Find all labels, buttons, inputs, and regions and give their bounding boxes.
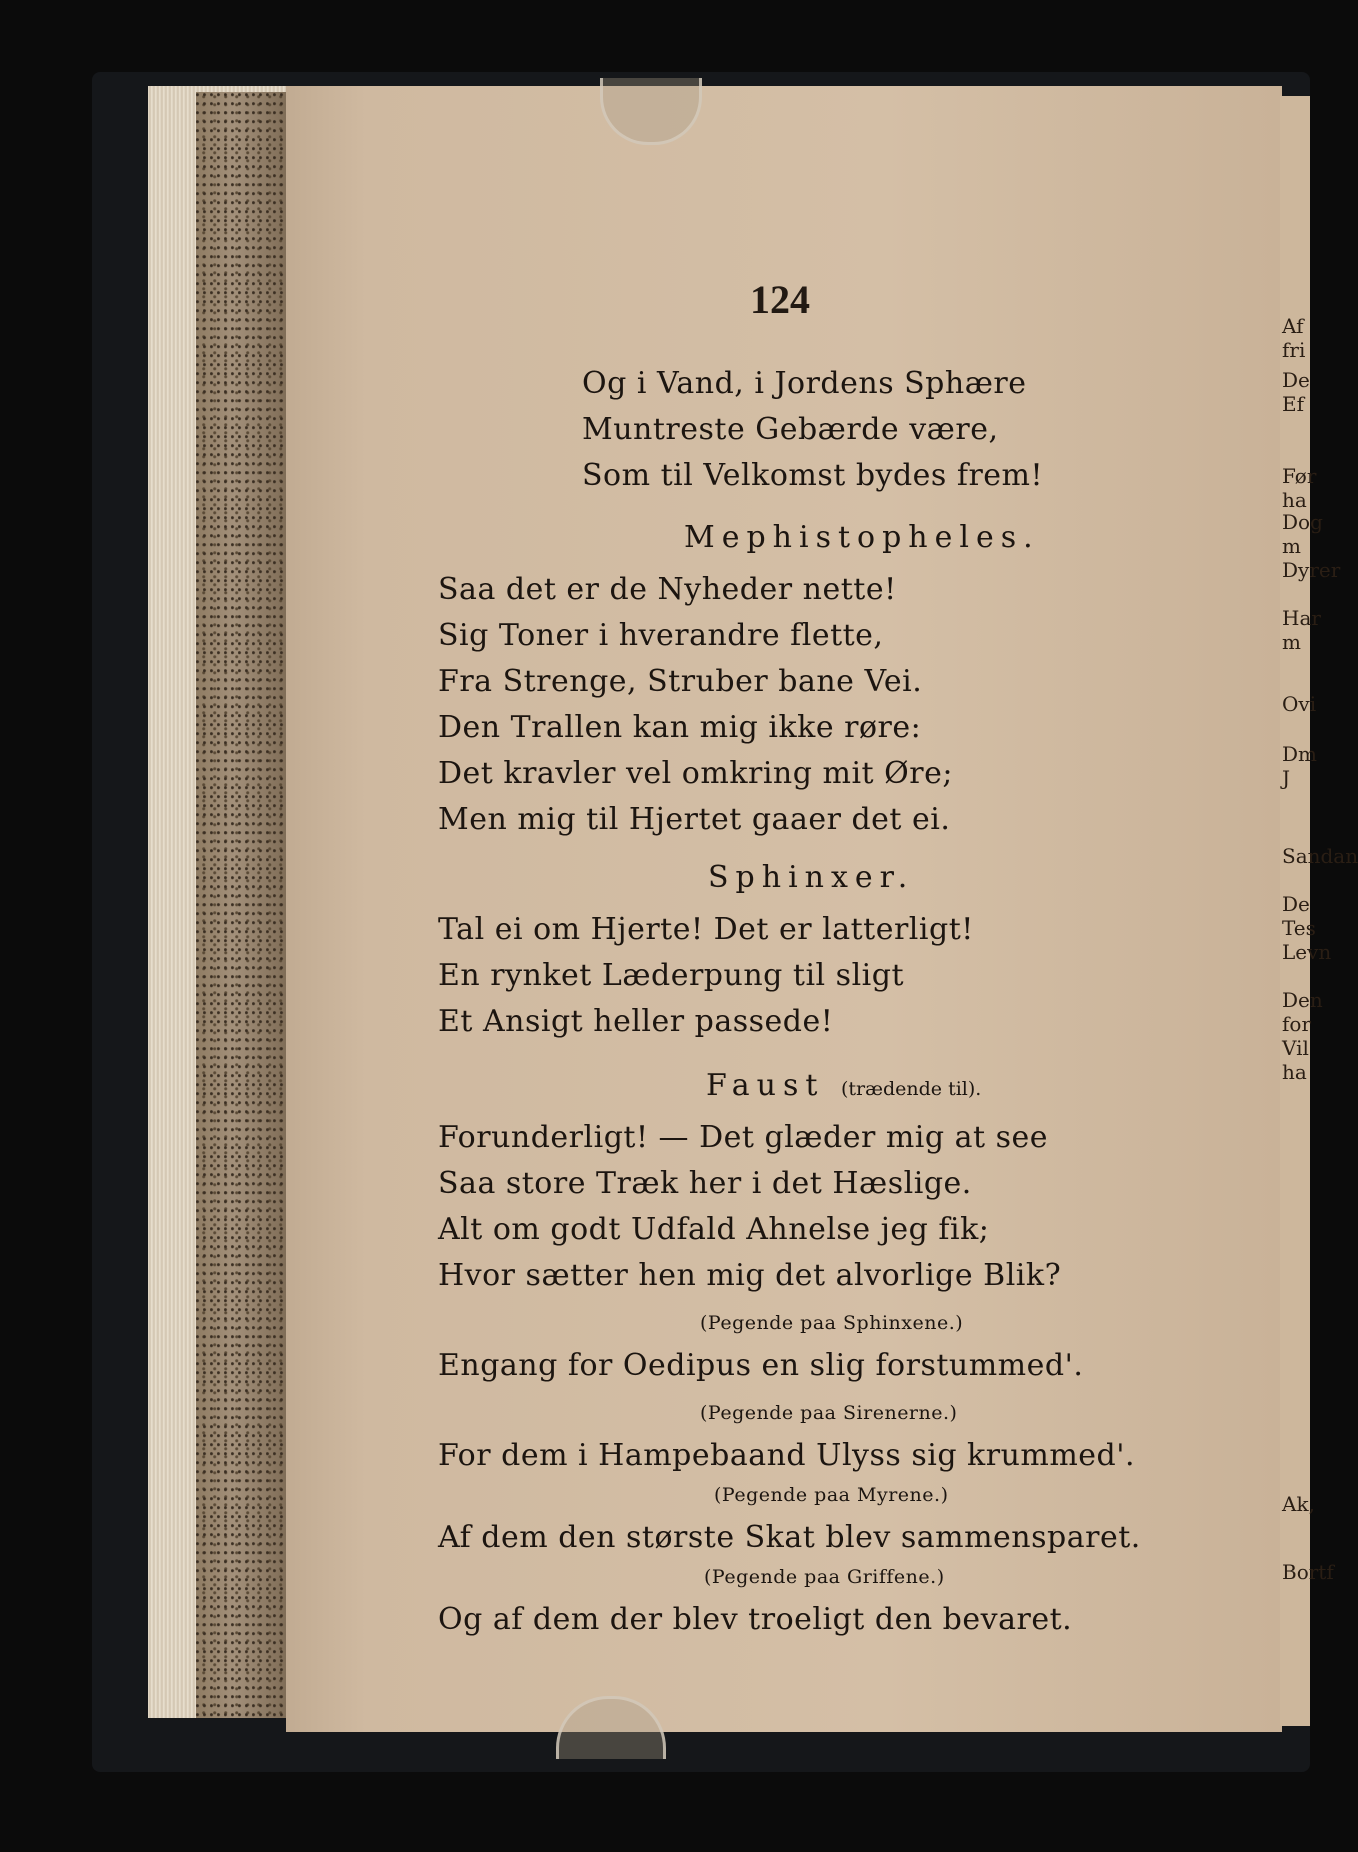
verse-line: Fra Strenge, Struber bane Vei. — [438, 664, 923, 699]
speaker-note: (trædende til). — [840, 1078, 982, 1100]
verse-line: Engang for Oedipus en slig forstummed'. — [438, 1348, 1084, 1383]
facing-page-fragment: Bortf — [1282, 1560, 1334, 1584]
facing-page-fragment: De Tes — [1282, 892, 1316, 940]
verse-line: Hvor sætter hen mig det alvorlige Blik? — [438, 1258, 1062, 1293]
stage-direction: (Pegende paa Sphinxene.) — [700, 1312, 964, 1334]
stage-direction: (Pegende paa Sirenerne.) — [700, 1402, 958, 1424]
verse-line: Den Trallen kan mig ikke røre: — [438, 710, 922, 745]
verse-line: Af dem den største Skat blev sammensparet. — [438, 1520, 1141, 1555]
facing-page-fragment: De Ef — [1282, 368, 1310, 416]
stage-direction: (Pegende paa Myrene.) — [714, 1484, 949, 1506]
verse-line: Tal ei om Hjerte! Det er latterligt! — [438, 912, 974, 947]
verse-line: Sig Toner i hverandre flette, — [438, 618, 884, 653]
facing-page-edge — [1280, 96, 1358, 1726]
facing-page-fragment: Dog m — [1282, 510, 1323, 558]
facing-page-fragment: Før ha — [1282, 464, 1317, 512]
stage-direction: (Pegende paa Griffene.) — [704, 1566, 945, 1588]
verse-line: Og af dem der blev troeligt den bevaret. — [438, 1602, 1073, 1637]
verse-line: En rynket Læderpung til sligt — [438, 958, 905, 993]
speaker-mephistopheles: Mephistopheles. — [684, 520, 1040, 555]
verse-line: Og i Vand, i Jordens Sphære — [582, 366, 1027, 401]
speaker-name: Faust — [706, 1068, 825, 1103]
verse-line: Alt om godt Udfald Ahnelse jeg fik; — [438, 1212, 990, 1247]
facing-page-fragment: Har m — [1282, 606, 1321, 654]
facing-page-fragment: Ak, — [1282, 1492, 1315, 1516]
facing-page-fragment: Af fri — [1282, 314, 1306, 362]
verse-line: Som til Velkomst bydes frem! — [582, 458, 1044, 493]
verse-line: Forunderligt! — Det glæder mig at see — [438, 1120, 1048, 1155]
speaker-sphinxer: Sphinxer. — [708, 860, 915, 895]
facing-page-fragment: Dm J — [1282, 742, 1317, 790]
verse-line: Saa store Træk her i det Hæslige. — [438, 1166, 972, 1201]
book-page — [286, 86, 1282, 1732]
page-number: 124 — [750, 277, 810, 322]
verse-line: Saa det er de Nyheder nette! — [438, 572, 897, 607]
facing-page-fragment: Levn — [1282, 940, 1332, 964]
speckled-page-edge — [196, 92, 290, 1718]
verse-line: For dem i Hampebaand Ulyss sig krummed'. — [438, 1438, 1136, 1473]
speaker-faust — [706, 1068, 981, 1103]
facing-page-fragment: Vil ha — [1282, 1036, 1309, 1084]
facing-page-fragment: Sandan — [1282, 844, 1358, 868]
facing-page-fragment: Den for — [1282, 988, 1323, 1036]
verse-line: Et Ansigt heller passede! — [438, 1004, 834, 1039]
verse-line: Det kravler vel omkring mit Øre; — [438, 756, 953, 791]
facing-page-fragment: Dyrer — [1282, 558, 1341, 582]
verse-line: Muntreste Gebærde være, — [582, 412, 999, 447]
facing-page-fragment: Ovi — [1282, 692, 1317, 716]
verse-line: Men mig til Hjertet gaaer det ei. — [438, 802, 951, 837]
